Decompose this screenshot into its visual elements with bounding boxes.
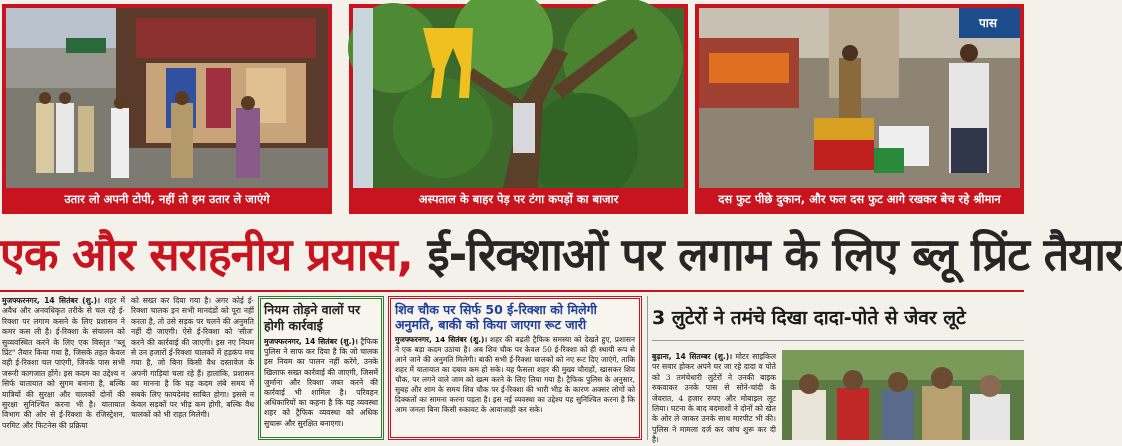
box-heading: शिव चौक पर सिर्फ 50 ई-रिक्शा को मिलेगी अनुमति, बाकी को किया जाएगा रूट जारी	[395, 302, 597, 332]
article-column-1	[2, 296, 125, 440]
dateline: मुजफ्फरनगर, 14 सितंबर (शु.)।	[2, 296, 101, 305]
photo-caption: दस फुट पीछे दुकान, और फल दस फुट आगे रखकर बेच रहे श्रीमान	[699, 188, 1020, 210]
article-text: शहर में अवैध और अनवधिकृत तरीके से चल रहे ई-रिक्शा पर लगाम कसने के लिए प्रशासन ने कमर कस ली है। ई-रिक्शा के संचालन को सुव्यवस्थित करने के लिए एक विस्तृत "ब्लू प्रिंट" तैयार किया गया है, जिसके तहत केवल वही ई-रिक्शा चल पाएंगी, जिनके पास सभी जरूरी कागजात होंगे। इस कदम का उद्देश्य न सिर्फ यातायात को सुगम बनाना है, बल्कि यात्रियों की सुरक्षा और चालकों दोनों की सुरक्षा सुनिश्चित करना भी है। यातायात विभाग की ओर से ई-रिक्शा के रजिस्ट्रेशन, परमिट और फिटनेस की प्रक्रिया	[2, 296, 126, 430]
article-text: को सख्त कर दिया गया है। अगर कोई ई-रिक्शा चालक इन सभी मानदंडों को पूरा नहीं करता है, तो उसे सड़क पर चलने की अनुमति नहीं दी जाएगी। ऐसे ई-रिक्शा को 'सीज' करने की कार्रवाई की जाएगी। इस नए नियम से उन हजारों ई-रिक्शा चालकों में हड़कंप मच गया है, जो बिना किसी वैध दस्तावेज के अपनी गाड़ियां चला रहे हैं। हालांकि, प्रशासन का मानना है कि यह कदम लंबे समय में सबके लिए फायदेमंद साबित होगा। इससे न केवल सड़कों पर भीड़ कम होगी, बल्कि वैध चालकों को भी राहत मिलेगी।	[131, 296, 254, 420]
article-text: मोटर साइकिल पर सवार होकर अपने घर जा रहे दादा व पोते को 3 तमंचेधारी लुटेरों ने उनकी बाइक रुकवाकर उनके पास से सोने-चांदी के जेवरात, 4 हजार रुपए और मोबाइल लूट लिया। घटना के बाद बदमाशों ने दोनों को खेत के ओर ले जाकर उनके साथ मारपीट भी की। पुलिस ने मामला दर्ज कर जांच शुरू कर दी है।	[652, 352, 776, 445]
photo-caption: उतार लो अपनी टोपी, नहीं तो हम उतार ले जाएंगे	[6, 188, 328, 210]
article-column-2	[131, 296, 254, 440]
column-divider	[647, 296, 648, 440]
headline-rule	[0, 290, 1024, 292]
vendor-scene-image	[699, 8, 1020, 188]
photo-caption: अस्पताल के बाहर पेड़ पर टंगा कपड़ों का बाजार	[353, 188, 684, 210]
photo-police-group	[782, 350, 1024, 440]
tree-scene-image	[353, 8, 684, 188]
police-group-image	[782, 350, 1024, 440]
dateline: मुजफ्फरनगर, 14 सितंबर (शु.)।	[395, 335, 488, 344]
photo-street-police	[2, 4, 332, 214]
sidebar-box-shiv-chowk	[388, 296, 642, 440]
sidebar-box-action	[258, 296, 384, 440]
street-scene-image	[6, 8, 328, 188]
story-headline-robbery: 3 लुटेरों ने तमंचे दिखा दादा-पोते से जेवर लूटे	[652, 307, 966, 329]
dateline: मुजफ्फरनगर, 14 सितंबर (शु.)।	[264, 337, 358, 346]
headline-part1: एक और सराहनीय प्रयास,	[0, 228, 413, 281]
shop-sign: पास	[960, 14, 1016, 32]
headline-part2: ई-रिक्शाओं पर लगाम के लिए ब्लू प्रिंट तैयार	[412, 228, 1122, 281]
dateline: बुढ़ाना, 14 सितम्बर (शु.)।	[652, 352, 733, 361]
main-headline	[0, 222, 1122, 288]
box-heading: नियम तोड़ने वालों पर होगी कार्रवाई	[264, 302, 361, 333]
photo-tree-clothes	[349, 4, 688, 214]
box-text: शहर की बढ़ती ट्रैफिक समस्या को देखते हुए, प्रशासन ने एक बड़ा कदम उठाया है। अब शिव चौक पर केवल 50 ई-रिक्शा को ही स्थायी रूप से आने जाने की अनुमति मिलेगी। बाकी सभी ई-रिक्शा चालकों को नए रूट दिए जाएंगे, ताकि शहर में यातायात का दबाव कम हो सके। यह फैसला शहर की मुख्य चौराहों, खासकर शिव चौक, पर लगने वाले जाम को खत्म करने के लिए लिया गया है। ट्रैफिक पुलिस के अनुसार, सुबह और शाम के समय शिव चौक पर ई-रिक्शा की भारी भीड़ के कारण अक्सर लोगों को दिक्कतों का सामना करना पड़ता है। इस नई व्यवस्था का उद्देश्य यह सुनिश्चित करना है कि आम जनता बिना किसी रुकावट के आवाजाही कर सके।	[395, 335, 636, 414]
photo-fruit-vendor	[695, 4, 1024, 214]
box-text: ट्रैफिक पुलिस ने साफ कर दिया है कि जो चालक इस नियम का पालन नहीं करेंगे, उनके खिलाफ सख्त कार्रवाई की जाएगी, जिसमें जुर्माना और रिक्शा जब्त करने की कार्रवाई भी शामिल है। परिवहन अधिकारियों का कहना है कि यह व्यवस्था शहर को ट्रैफिक व्यवस्था को अधिक सुचारू और सुरक्षित बनाएगा।	[264, 337, 378, 428]
article-column-robbery	[652, 352, 776, 445]
story-rule	[652, 340, 1024, 341]
